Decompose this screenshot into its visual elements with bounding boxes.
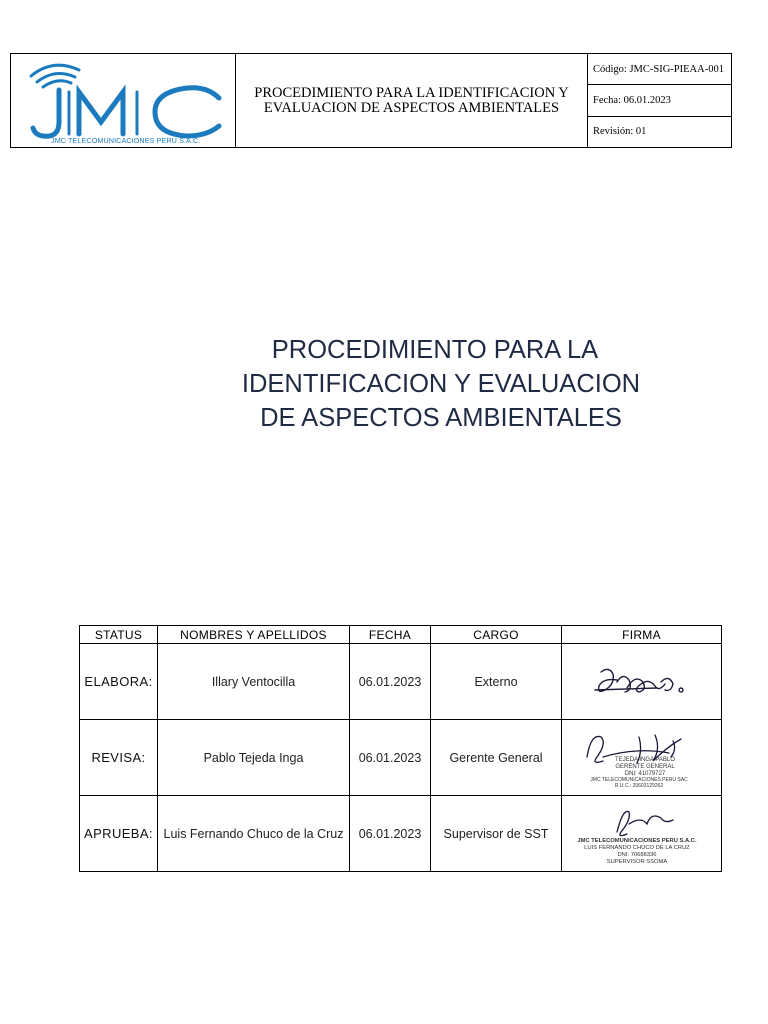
row-role: Gerente General (431, 720, 562, 796)
col-name: NOMBRES Y APELLIDOS (158, 626, 350, 644)
row-date: 06.01.2023 (350, 720, 431, 796)
col-role: CARGO (431, 626, 562, 644)
document-header (10, 53, 732, 148)
stamp-line: GERENTE GENERAL (614, 763, 675, 770)
signature-aprueba (577, 802, 707, 866)
doc-date: Fecha: 06.01.2023 (588, 84, 731, 115)
table-row (80, 796, 722, 872)
row-date: 06.01.2023 (350, 796, 431, 872)
document-title (0, 333, 768, 435)
document-title-line3: DE ASPECTOS AMBIENTALES (260, 404, 622, 432)
row-name: Pablo Tejeda Inga (158, 720, 350, 796)
col-date: FECHA (350, 626, 431, 644)
logo-subtitle: JMC TELECOMUNICACIONES PERU S.A.C. (51, 136, 201, 145)
stamp-line: DNI: 70688336 (617, 851, 656, 858)
stamp-line: SUPERVISOR SSOMA (606, 858, 667, 865)
stamp-line: JMC TELECOMUNICACIONES PERU SAC (589, 776, 688, 783)
approval-table (79, 625, 722, 872)
row-status: APRUEBA: (80, 796, 158, 872)
row-status: ELABORA: (80, 644, 158, 720)
table-row (80, 644, 722, 720)
row-status: REVISA: (80, 720, 158, 796)
stamp-line: LUIS FERNANDO CHUCO DE LA CRUZ (583, 844, 690, 851)
stamp-line: R.U.C.: 20603129262 (614, 782, 663, 789)
doc-code: Código: JMC-SIG-PIEAA-001 (593, 63, 724, 75)
signal-waves-icon (31, 65, 79, 87)
stamp-line: DNI: 41079727 (624, 770, 665, 777)
col-status: STATUS (80, 626, 158, 644)
signature-elabora (587, 660, 697, 704)
approval-header-row (80, 626, 722, 644)
row-name: Luis Fernando Chuco de la Cruz (158, 796, 350, 872)
row-role: Externo (431, 644, 562, 720)
signature-cell (562, 644, 722, 720)
header-title-line1: PROCEDIMIENTO PARA LA IDENTIFICACION Y (254, 84, 569, 101)
row-date: 06.01.2023 (350, 644, 431, 720)
col-signature: FIRMA (562, 626, 722, 644)
signature-revisa (577, 727, 707, 789)
signature-cell (562, 796, 722, 872)
table-row (80, 720, 722, 796)
row-name: Illary Ventocilla (158, 644, 350, 720)
header-title-line2: EVALUACION DE ASPECTOS AMBIENTALES (263, 99, 560, 116)
document-title-line1: PROCEDIMIENTO PARA LA (271, 336, 599, 364)
stamp-line: JMC TELECOMUNICACIONES PERU S.A.C. (576, 837, 697, 844)
stamp-line: TEJEDA INGA PABLO (614, 756, 675, 763)
header-meta (588, 54, 731, 147)
company-logo-cell (11, 54, 236, 147)
header-title (236, 54, 588, 147)
jmc-logo (17, 56, 229, 142)
doc-revision: Revisión: 01 (588, 116, 731, 147)
document-title-line2: IDENTIFICACION Y EVALUACION (241, 370, 641, 398)
row-role: Supervisor de SST (431, 796, 562, 872)
signature-cell (562, 720, 722, 796)
